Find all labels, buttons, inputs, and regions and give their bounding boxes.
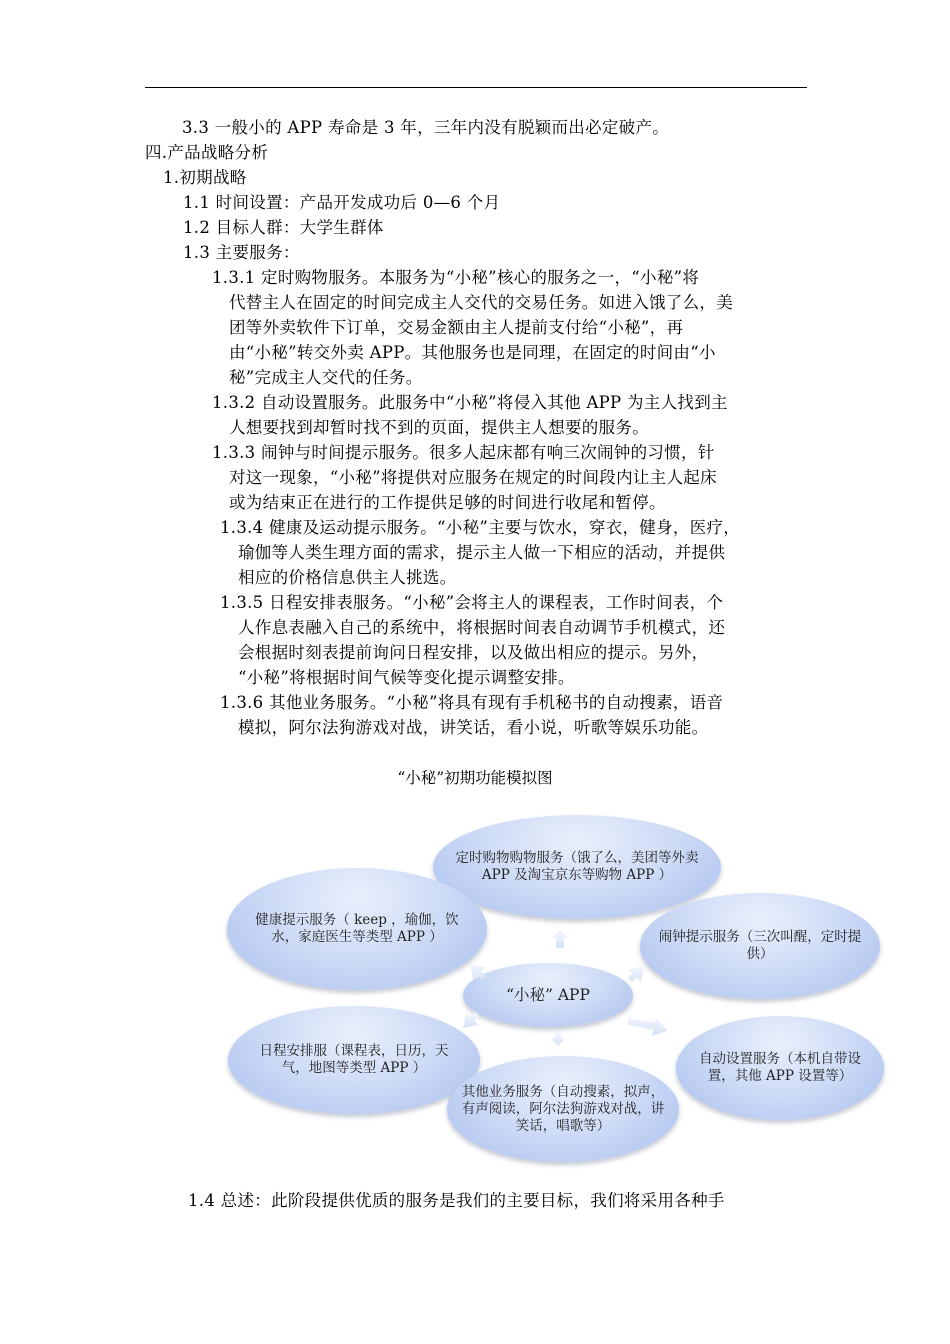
item-1-3-6-line2: 模拟，阿尔法狗游戏对战，讲笑话，看小说，听歌等娱乐功能。 <box>238 718 709 737</box>
arrow-down-left-icon <box>463 1012 479 1028</box>
item-1-3-5-line3: 会根据时刻表提前询问日程安排，以及做出相应的提示。另外， <box>238 643 709 662</box>
item-1-1: 1.1 时间设置：产品开发成功后 0—6 个月 <box>183 193 501 212</box>
node-health: 健康提示服务（ keep ，瑜伽，饮水，家庭医生等类型 APP ） <box>227 868 487 990</box>
item-1-4-summary: 1.4 总述：此阶段提供优质的服务是我们的主要目标，我们将采用各种手 <box>188 1191 725 1210</box>
node-auto-setting: 自动设置服务（本机自带设置，其他 APP 设置等） <box>676 1016 884 1120</box>
item-1-2: 1.2 目标人群：大学生群体 <box>183 218 384 237</box>
node-schedule: 日程安排服（课程表，日历，天气，地图等类型 APP ） <box>228 1006 480 1114</box>
item-1-3-1-line3: 团等外卖软件下订单，交易金额由主人提前支付给“小秘”，再 <box>229 318 684 337</box>
item-1-3-3-line1: 1.3.3 闹钟与时间提示服务。很多人起床都有响三次闹钟的习惯，针 <box>212 443 715 462</box>
item-1-3: 1.3 主要服务： <box>183 243 300 262</box>
diagram-caption: “小秘”初期功能模拟图 <box>397 769 553 787</box>
arrow-up-icon <box>552 930 568 948</box>
item-1-3-2-line2: 人想要找到却暂时找不到的页面，提供主人想要的服务。 <box>229 418 649 437</box>
item-1-3-4-line1: 1.3.4 健康及运动提示服务。“小秘”主要与饮水，穿衣，健身，医疗， <box>220 518 741 537</box>
item-1-3-5-line2: 人作息表融入自己的系统中，将根据时间表自动调节手机模式，还 <box>238 618 726 637</box>
item-1-3-1-line1: 1.3.1 定时购物服务。本服务为“小秘”核心的服务之一，“小秘”将 <box>212 268 700 287</box>
item-1-3-1-line5: 秘”完成主人交代的任务。 <box>229 368 423 387</box>
node-alarm: 闹钟提示服务（三次叫醒，定时提供） <box>640 893 880 999</box>
item-1-3-1-line4: 由“小秘”转交外卖 APP。其他服务也是同理，在固定的时间由“小 <box>229 343 716 362</box>
node-shopping: 定时购物购物服务（饿了么，美团等外卖 APP 及淘宝京东等购物 APP ） <box>433 815 721 919</box>
item-1-3-4-line2: 瑜伽等人类生理方面的需求，提示主人做一下相应的活动，并提供 <box>238 543 726 562</box>
item-1-3-5-line1: 1.3.5 日程安排表服务。“小秘”会将主人的课程表，工作时间表，个 <box>220 593 724 612</box>
section-heading-4: 四.产品战略分析 <box>145 143 269 162</box>
node-center-app: “小秘” APP <box>463 963 633 1027</box>
item-1-3-2-line1: 1.3.2 自动设置服务。此服务中“小秘”将侵入其他 APP 为主人找到主 <box>212 393 728 412</box>
arrow-down-icon <box>551 1032 565 1046</box>
header-rule <box>145 87 807 88</box>
arrow-up-right-icon <box>628 966 644 982</box>
item-1-3-5-line4: “小秘”将根据时间气候等变化提示调整安排。 <box>238 668 575 687</box>
arrow-right-icon <box>628 1014 668 1036</box>
subheading-initial-strategy: 1.初期战略 <box>163 168 247 187</box>
item-1-3-4-line3: 相应的价格信息供主人挑选。 <box>238 568 457 587</box>
node-other: 其他业务服务（自动搜素，拟声，有声阅读，阿尔法狗游戏对战，讲笑话，唱歌等） <box>447 1056 679 1162</box>
item-1-3-1-line2: 代替主人在固定的时间完成主人交代的交易任务。如进入饿了么，美 <box>229 293 733 312</box>
item-1-3-6-line1: 1.3.6 其他业务服务。“小秘”将具有现有手机秘书的自动搜素，语音 <box>220 693 724 712</box>
item-1-3-3-line3: 或为结束正在进行的工作提供足够的时间进行收尾和暂停。 <box>229 493 666 512</box>
item-1-3-3-line2: 对这一现象，“小秘”将提供对应服务在规定的时间段内让主人起床 <box>229 468 717 487</box>
para-3-3: 3.3 一般小的 APP 寿命是 3 年，三年内没有脱颖而出必定破产。 <box>182 118 670 137</box>
